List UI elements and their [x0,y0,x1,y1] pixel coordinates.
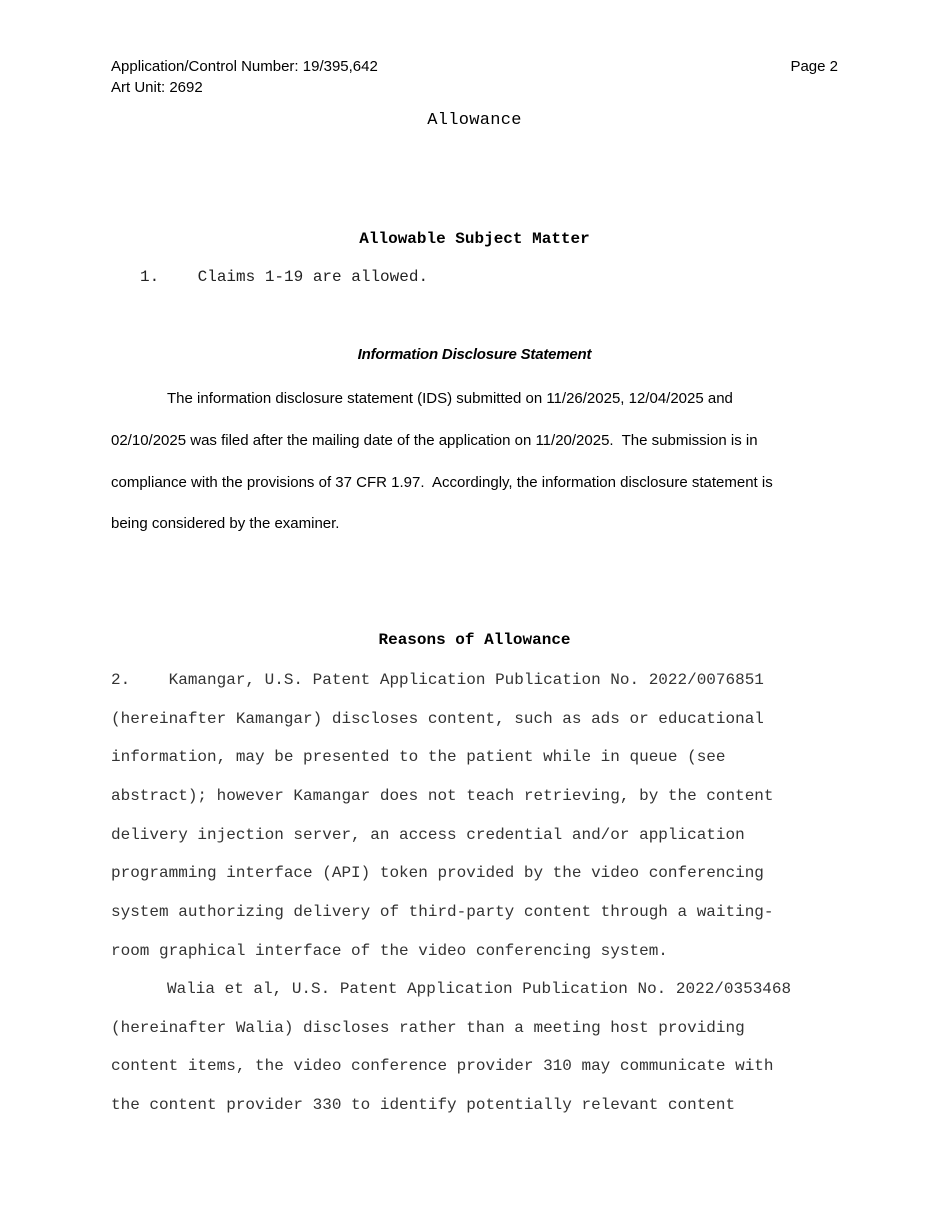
ids-paragraph-line: being considered by the examiner. [111,515,340,532]
kamangar-paragraph-line: information, may be presented to the patient while in queue (see [111,748,726,766]
ids-paragraph-line: 02/10/2025 was filed after the mailing date of the application on 11/20/2025. The submission is in [111,432,758,449]
walia-paragraph-line: the content provider 330 to identify potentially relevant content [111,1096,736,1114]
page-title: Allowance [427,111,522,130]
kamangar-paragraph-line: room graphical interface of the video conferencing system. [111,942,668,960]
kamangar-paragraph-line: abstract); however Kamangar does not teach retrieving, by the content [111,787,774,805]
kamangar-paragraph-line: system authorizing delivery of third-party content through a waiting- [111,903,774,921]
ids-paragraph-line: compliance with the provisions of 37 CFR 1.97. Accordingly, the information disclosure statement is [111,474,773,491]
ids-paragraph-line: The information disclosure statement (IDS) submitted on 11/26/2025, 12/04/2025 and [167,390,733,407]
ids-heading: Information Disclosure Statement [357,346,592,363]
walia-paragraph-line: content items, the video conference provider 310 may communicate with [111,1057,774,1075]
walia-paragraph-line: Walia et al, U.S. Patent Application Publication No. 2022/0353468 [167,980,792,998]
kamangar-paragraph-line: delivery injection server, an access credential and/or application [111,826,745,844]
page-number: Page 2 [790,58,838,75]
allowable-subject-matter-heading: Allowable Subject Matter [359,230,590,248]
claims-allowed-line: 1. Claims 1-19 are allowed. [140,268,429,286]
walia-paragraph-line: (hereinafter Walia) discloses rather than a meeting host providing [111,1019,745,1037]
application-number: Application/Control Number: 19/395,642 [111,58,378,75]
kamangar-paragraph-line: programming interface (API) token provided by the video conferencing [111,864,764,882]
kamangar-paragraph-line: 2. Kamangar, U.S. Patent Application Publication No. 2022/0076851 [111,671,764,689]
art-unit: Art Unit: 2692 [111,79,203,96]
reasons-of-allowance-heading: Reasons of Allowance [378,631,571,649]
kamangar-paragraph-line: (hereinafter Kamangar) discloses content, such as ads or educational [111,710,764,728]
